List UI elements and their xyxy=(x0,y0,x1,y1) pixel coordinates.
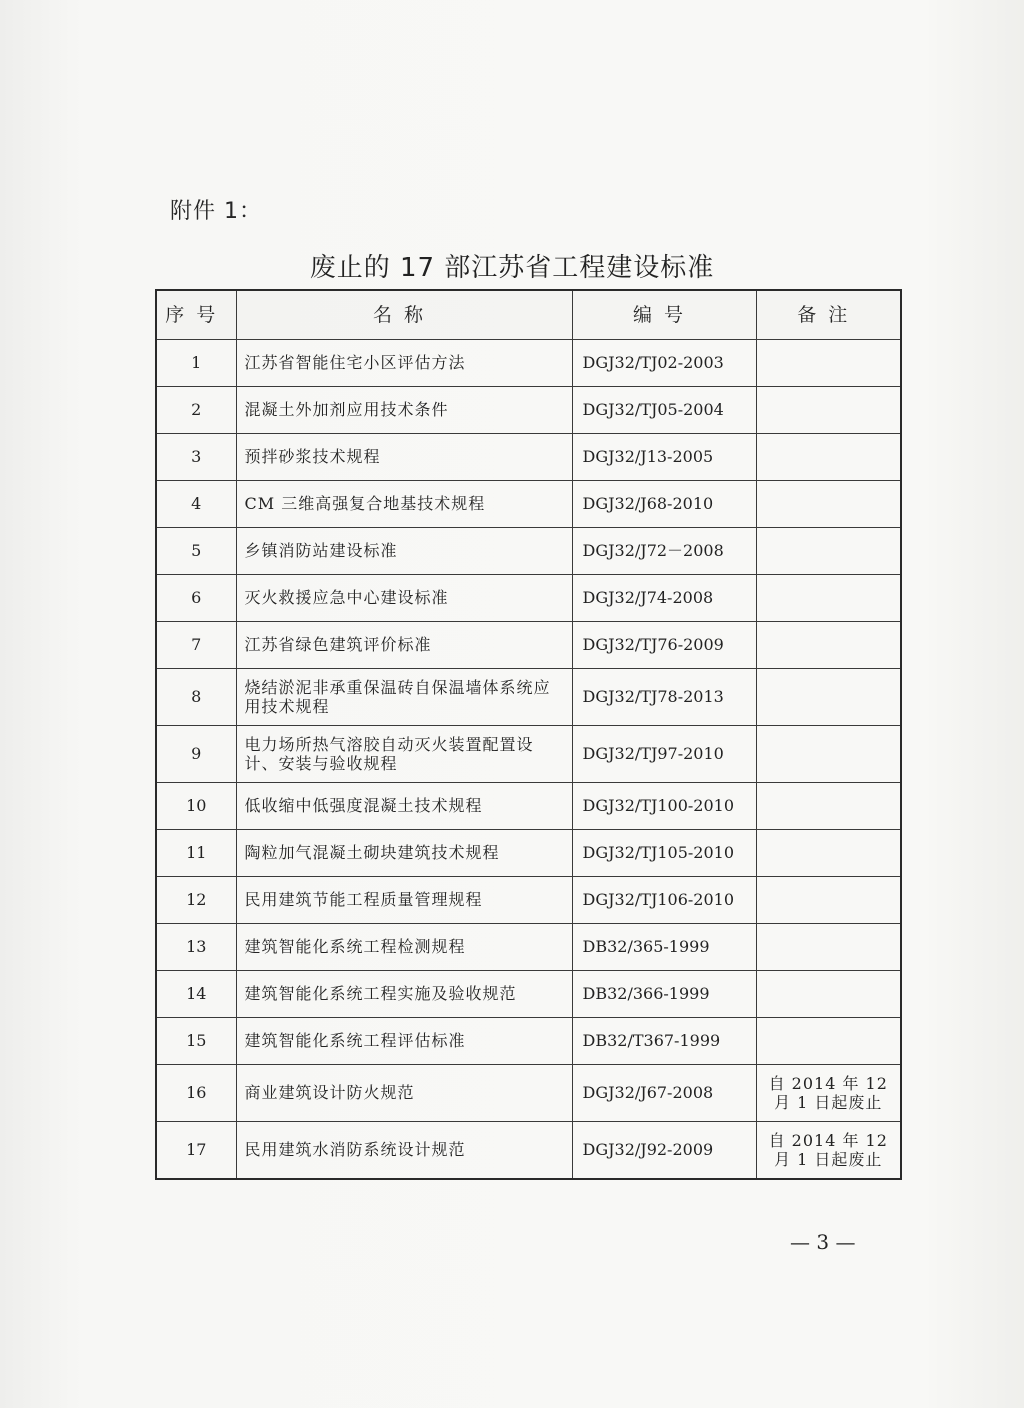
table-row xyxy=(156,783,901,830)
table-row xyxy=(156,528,901,575)
table-row xyxy=(156,575,901,622)
row-name: 建筑智能化系统工程检测规程 xyxy=(236,924,572,971)
row-seq: 12 xyxy=(156,877,236,924)
row-seq: 3 xyxy=(156,434,236,481)
row-code: DGJ32/TJ02-2003 xyxy=(572,340,756,387)
row-note xyxy=(756,830,901,877)
header-seq: 序号 xyxy=(156,290,236,340)
row-name: 预拌砂浆技术规程 xyxy=(236,434,572,481)
table-row xyxy=(156,481,901,528)
row-seq: 6 xyxy=(156,575,236,622)
standards-table xyxy=(155,289,902,1180)
row-note xyxy=(756,387,901,434)
attachment-label: 附件 1： xyxy=(170,199,262,224)
row-name: 电力场所热气溶胶自动灭火装置配置设计、安装与验收规程 xyxy=(236,726,572,783)
row-note xyxy=(756,669,901,726)
row-code: DGJ32/J68-2010 xyxy=(572,481,756,528)
row-note xyxy=(756,622,901,669)
table-row xyxy=(156,1065,901,1122)
row-note xyxy=(756,434,901,481)
row-seq: 2 xyxy=(156,387,236,434)
row-seq: 13 xyxy=(156,924,236,971)
table-row xyxy=(156,877,901,924)
row-name: 商业建筑设计防火规范 xyxy=(236,1065,572,1122)
table-row xyxy=(156,924,901,971)
row-seq: 11 xyxy=(156,830,236,877)
row-note xyxy=(756,783,901,830)
row-code: DGJ32/J92-2009 xyxy=(572,1122,756,1180)
row-seq: 4 xyxy=(156,481,236,528)
row-code: DGJ32/TJ105-2010 xyxy=(572,830,756,877)
row-note xyxy=(756,481,901,528)
table-header-row xyxy=(156,290,901,340)
row-code: DB32/365-1999 xyxy=(572,924,756,971)
table-row xyxy=(156,340,901,387)
row-name: 建筑智能化系统工程评估标准 xyxy=(236,1018,572,1065)
row-seq: 8 xyxy=(156,669,236,726)
row-code: DB32/366-1999 xyxy=(572,971,756,1018)
row-seq: 1 xyxy=(156,340,236,387)
row-note xyxy=(756,1018,901,1065)
table-row xyxy=(156,622,901,669)
row-seq: 7 xyxy=(156,622,236,669)
row-code: DGJ32/J74-2008 xyxy=(572,575,756,622)
document-title: 废止的 17 部江苏省工程建设标准 xyxy=(309,253,715,283)
row-code: DGJ32/J13-2005 xyxy=(572,434,756,481)
table-row xyxy=(156,387,901,434)
row-seq: 10 xyxy=(156,783,236,830)
row-name: 建筑智能化系统工程实施及验收规范 xyxy=(236,971,572,1018)
row-name: 混凝土外加剂应用技术条件 xyxy=(236,387,572,434)
row-seq: 17 xyxy=(156,1122,236,1180)
row-name: 江苏省绿色建筑评价标准 xyxy=(236,622,572,669)
row-seq: 16 xyxy=(156,1065,236,1122)
header-note: 备注 xyxy=(756,290,901,340)
row-note: 自 2014 年 12 月 1 日起废止 xyxy=(756,1065,901,1122)
row-note xyxy=(756,528,901,575)
row-code: DGJ32/TJ100-2010 xyxy=(572,783,756,830)
row-note xyxy=(756,575,901,622)
header-code: 编号 xyxy=(572,290,756,340)
table-row xyxy=(156,669,901,726)
table-row xyxy=(156,971,901,1018)
row-note xyxy=(756,726,901,783)
row-code: DGJ32/TJ05-2004 xyxy=(572,387,756,434)
row-note xyxy=(756,924,901,971)
row-seq: 14 xyxy=(156,971,236,1018)
row-code: DGJ32/J72－2008 xyxy=(572,528,756,575)
row-code: DB32/T367-1999 xyxy=(572,1018,756,1065)
row-code: DGJ32/TJ78-2013 xyxy=(572,669,756,726)
row-name: 乡镇消防站建设标准 xyxy=(236,528,572,575)
header-name: 名称 xyxy=(236,290,572,340)
row-name: 陶粒加气混凝土砌块建筑技术规程 xyxy=(236,830,572,877)
row-name: CM 三维高强复合地基技术规程 xyxy=(236,481,572,528)
row-code: DGJ32/TJ97-2010 xyxy=(572,726,756,783)
row-note xyxy=(756,877,901,924)
table-row xyxy=(156,726,901,783)
row-note xyxy=(756,340,901,387)
row-note xyxy=(756,971,901,1018)
page-number: — 3 — xyxy=(790,1230,856,1254)
row-seq: 15 xyxy=(156,1018,236,1065)
table-row xyxy=(156,1018,901,1065)
table-row xyxy=(156,1122,901,1180)
row-seq: 5 xyxy=(156,528,236,575)
row-code: DGJ32/TJ106-2010 xyxy=(572,877,756,924)
row-name: 低收缩中低强度混凝土技术规程 xyxy=(236,783,572,830)
row-name: 烧结淤泥非承重保温砖自保温墙体系统应用技术规程 xyxy=(236,669,572,726)
row-code: DGJ32/J67-2008 xyxy=(572,1065,756,1122)
row-name: 民用建筑水消防系统设计规范 xyxy=(236,1122,572,1180)
row-name: 江苏省智能住宅小区评估方法 xyxy=(236,340,572,387)
row-name: 民用建筑节能工程质量管理规程 xyxy=(236,877,572,924)
row-note: 自 2014 年 12 月 1 日起废止 xyxy=(756,1122,901,1180)
table-row xyxy=(156,434,901,481)
row-seq: 9 xyxy=(156,726,236,783)
row-code: DGJ32/TJ76-2009 xyxy=(572,622,756,669)
table-row xyxy=(156,830,901,877)
row-name: 灭火救援应急中心建设标准 xyxy=(236,575,572,622)
